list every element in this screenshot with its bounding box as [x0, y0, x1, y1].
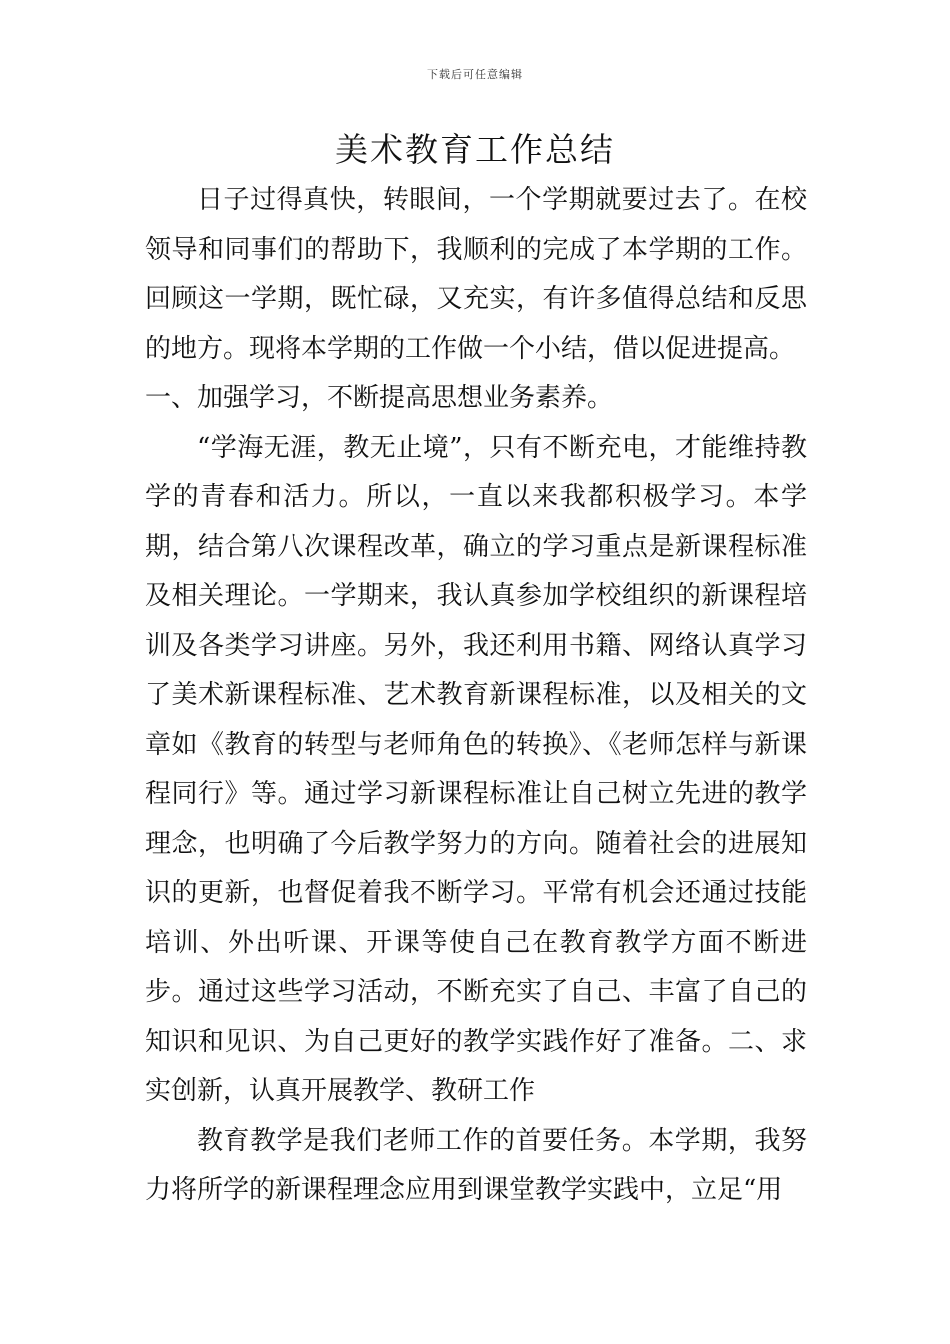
paragraph-study: “学海无涯，教无止境”，只有不断充电，才能维持教学的青春和活力。所以，一直以来我都积极学习。本学期，结合第八次课程改革，确立的学习重点是新课程标准及相关理论。一学期来，我认真参加学校组织的新课程培训及各类学习讲座。另外，我还利用书籍、网络认真学习了美术新课程标准、艺术教育新课程标准，以及相关的文章如《教育的转型与老师角色的转换》、《老师怎样与新课程同行》等。通过学习新课程标准让自己树立先进的教学理念，也明确了今后教学努力的方向。随着社会的进展知识的更新，也督促着我不断学习。平常有机会还通过技能培训、外出听课、开课等使自己在教育教学方面不断进步。通过这些学习活动，不断充实了自己、丰富了自己的知识和见识、为自己更好的教学实践作好了准备。二、求实创新，认真开展教学、教研工作: [145, 432, 807, 1106]
paragraph-teaching: 教育教学是我们老师工作的首要任务。本学期，我努力将所学的新课程理念应用到课堂教学实践中，立足“用: [145, 1125, 807, 1205]
section-heading-1: 一、加强学习，不断提高思想业务素养。: [145, 383, 614, 413]
paragraph-intro: 日子过得真快，转眼间，一个学期就要过去了。在校领导和同事们的帮助下，我顺利的完成了本学期的工作。回顾这一学期，既忙碌，又充实，有许多值得总结和反思的地方。现将本学期的工作做一个小结，借以促进提高。: [145, 185, 807, 364]
page-header-note: 下载后可任意编辑: [427, 68, 523, 81]
document-title: 美术教育工作总结: [335, 130, 615, 169]
document-body: [145, 176, 807, 1216]
